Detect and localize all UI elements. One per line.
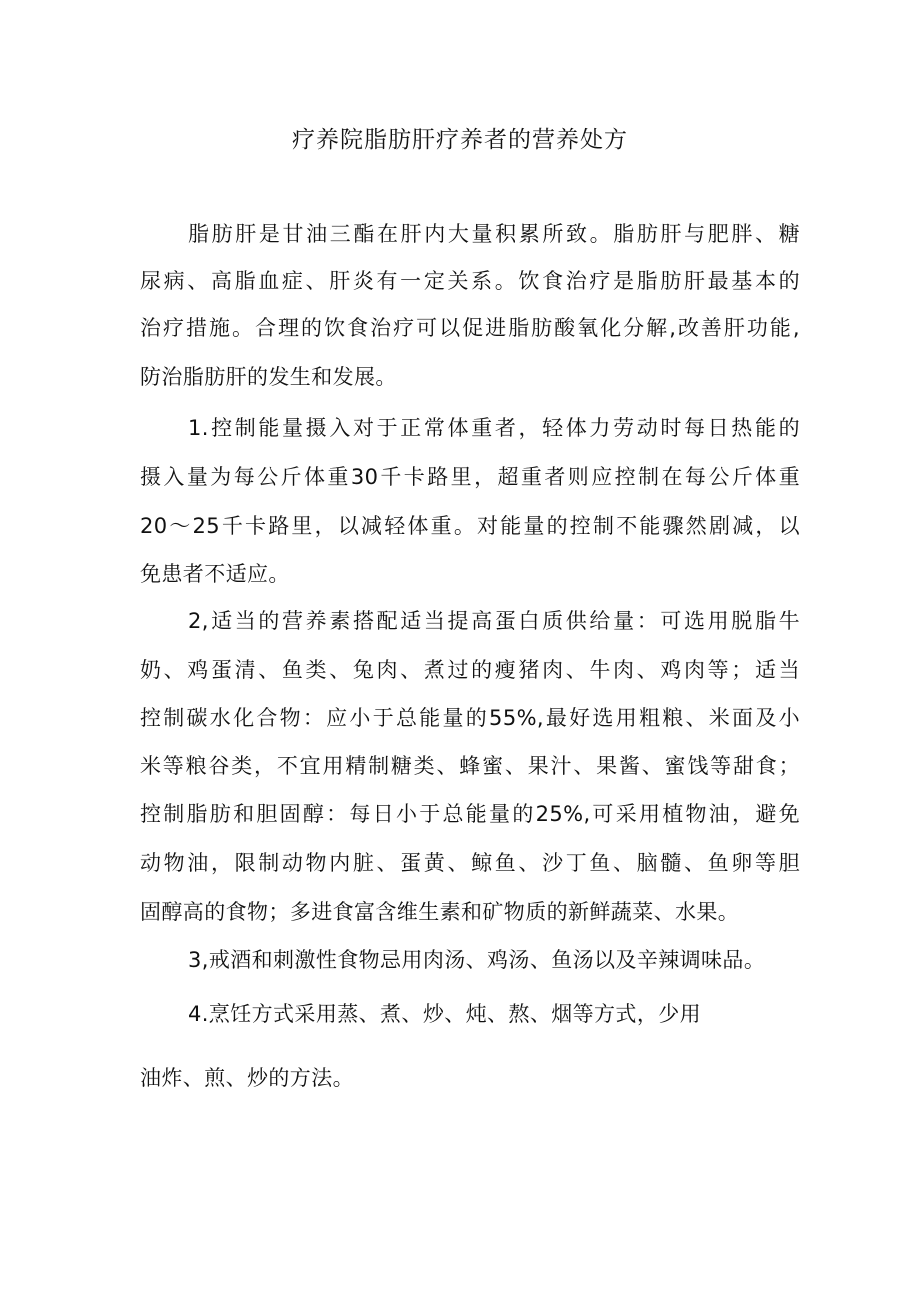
text-line: 4.烹饪方式采用蒸、煮、炒、炖、熬、烟等方式，少用 [188,1002,702,1026]
text-line: 米等粮谷类，不宜用精制糖类、蜂蜜、果汁、果酱、蜜饯等甜食； [140,754,800,778]
text-line: 动物油，限制动物内脏、蛋黄、鲸鱼、沙丁鱼、脑髓、鱼卵等胆 [140,851,800,875]
text-line: 固醇高的食物；多进食富含维生素和矿物质的新鲜蔬菜、水果。 [140,900,740,924]
text-line: 摄入量为每公斤体重30千卡路里，超重者则应控制在每公斤体重 [140,465,800,489]
text-line: 3,戒酒和刺激性食物忌用肉汤、鸡汤、鱼汤以及辛辣调味品。 [188,948,766,972]
text-line: 防治脂肪肝的发生和发展。 [140,365,397,389]
text-line: 免患者不适应。 [140,562,290,586]
document-title: 疗养院脂肪肝疗养者的营养处方 [292,127,628,153]
text-line: 脂肪肝是甘油三酯在肝内大量积累所致。脂肪肝与肥胖、糖 [188,222,800,246]
text-line: 20〜25千卡路里，以减轻体重。对能量的控制不能骤然剧减，以 [140,514,800,538]
text-line: 1.控制能量摄入对于正常体重者，轻体力劳动时每日热能的 [188,416,800,440]
text-line: 控制碳水化合物：应小于总能量的55%,最好选用粗粮、米面及小 [140,706,800,730]
text-line: 尿病、高脂血症、肝炎有一定关系。饮食治疗是脂肪肝最基本的 [140,269,800,293]
text-line: 2,适当的营养素搭配适当提高蛋白质供给量：可选用脱脂牛 [188,609,800,633]
text-line: 奶、鸡蛋清、鱼类、兔肉、煮过的瘦猪肉、牛肉、鸡肉等；适当 [140,658,800,682]
text-line: 治疗措施。合理的饮食治疗可以促进脂肪酸氧化分解,改善肝功能, [140,316,800,340]
text-line: 控制脂肪和胆固醇：每日小于总能量的25%,可采用植物油，避免 [140,802,800,826]
text-line: 油炸、煎、炒的方法。 [140,1066,354,1090]
